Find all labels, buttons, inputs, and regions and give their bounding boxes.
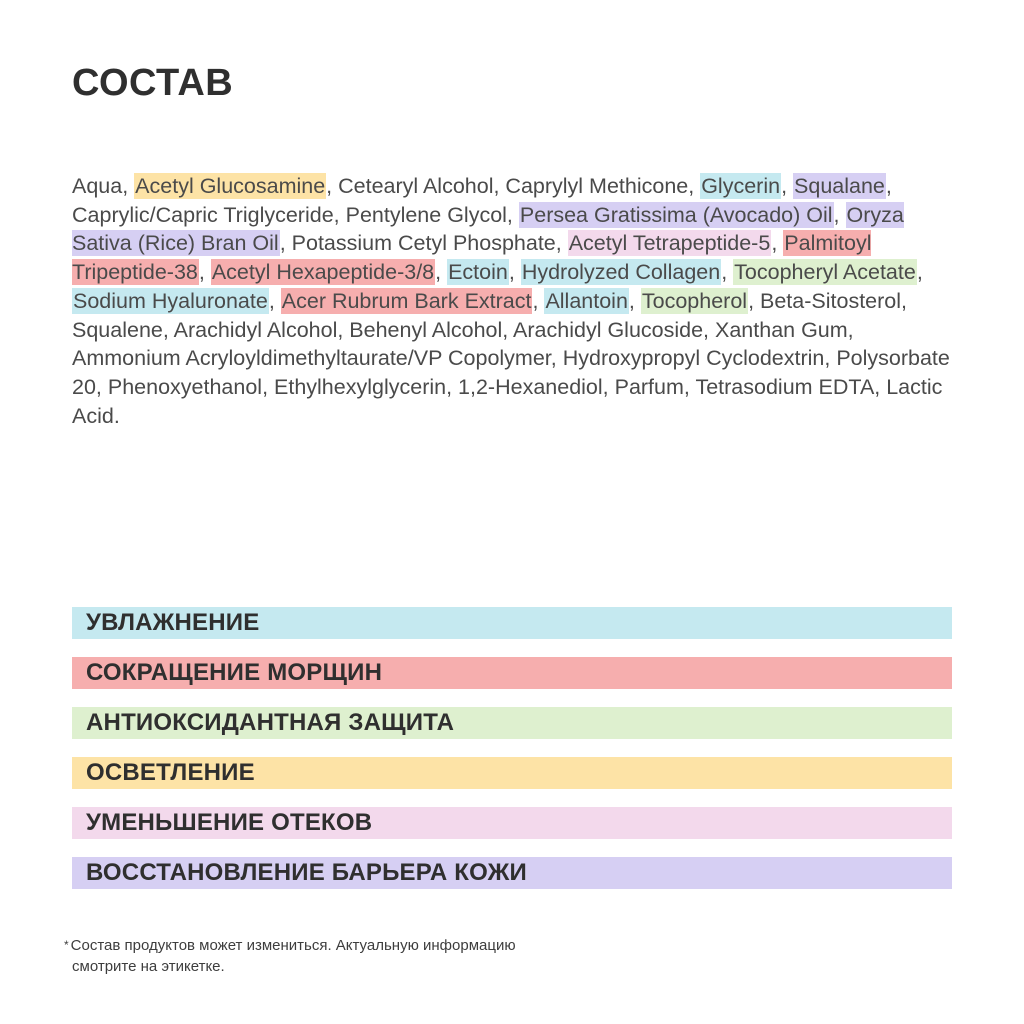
legend-item-hydration bbox=[72, 607, 952, 639]
ingredient-text: Aqua bbox=[72, 174, 123, 198]
legend-item-antiox bbox=[72, 707, 952, 739]
ingredient-highlight-wrinkles: Palmitoyl Tripeptide-38 bbox=[72, 231, 872, 285]
ingredient-highlight-hydration: Ectoin bbox=[448, 260, 508, 285]
ingredients-list bbox=[72, 172, 952, 430]
ingredient-highlight-hydration: Allantoin bbox=[545, 288, 628, 313]
ingredient-text: , Cetearyl Alcohol, Caprylyl Methicone, bbox=[326, 174, 701, 198]
footnote bbox=[64, 935, 664, 977]
ingredient-text: , bbox=[916, 260, 923, 285]
legend-label: ВОССТАНОВЛЕНИЕ БАРЬЕРА КОЖИ bbox=[86, 859, 527, 886]
ingredient-text: , bbox=[122, 174, 135, 198]
ingredient-highlight-barrier: Squalane bbox=[794, 174, 885, 198]
ingredient-text: , Caprylic/Capric Triglyceride, Pentylene Glycol, bbox=[72, 174, 892, 227]
ingredient-highlight-hydration: Sodium Hyaluronate bbox=[73, 288, 268, 313]
ingredient-text: , bbox=[508, 260, 521, 285]
ingredient-highlight-barrier: Persea Gratissima (Avocado) Oil bbox=[519, 202, 833, 227]
footnote-line-2: смотрите на этикетке. bbox=[72, 958, 225, 975]
ingredient-highlight-wrinkles: Acetyl Hexapeptide-3/8 bbox=[211, 260, 435, 285]
ingredient-text: , bbox=[628, 288, 641, 313]
ingredient-highlight-hydration: Glycerin bbox=[701, 174, 781, 198]
ingredient-highlight-wrinkles: Acer Rubrum Bark Extract bbox=[281, 288, 532, 313]
ingredient-text: , bbox=[771, 231, 784, 256]
legend bbox=[72, 607, 952, 907]
legend-label: АНТИОКСИДАНТНАЯ ЗАЩИТА bbox=[86, 709, 455, 736]
ingredient-highlight-hydration: Hydrolyzed Collagen bbox=[521, 260, 721, 285]
ingredient-text: , bbox=[833, 202, 846, 227]
ingredient-text: , Potassium Cetyl Phosphate, bbox=[279, 231, 568, 256]
ingredient-highlight-antiox: Tocopheryl Acetate bbox=[734, 260, 916, 285]
legend-label: УМЕНЬШЕНИЕ ОТЕКОВ bbox=[86, 809, 373, 836]
ingredient-text: , bbox=[532, 288, 545, 313]
ingredient-highlight-edema: Acetyl Tetrapeptide-5 bbox=[568, 231, 771, 256]
legend-label: ОСВЕТЛЕНИЕ bbox=[86, 759, 255, 786]
legend-label: УВЛАЖНЕНИЕ bbox=[86, 609, 260, 636]
legend-item-edema bbox=[72, 807, 952, 839]
ingredient-text: , bbox=[781, 174, 794, 198]
legend-item-barrier bbox=[72, 857, 952, 889]
legend-label: СОКРАЩЕНИЕ МОРЩИН bbox=[86, 659, 383, 686]
ingredient-highlight-barrier: Oryza Sativa (Rice) Bran Oil bbox=[72, 202, 904, 256]
ingredient-text: , bbox=[268, 288, 281, 313]
legend-item-brighten bbox=[72, 757, 952, 789]
ingredient-text: , bbox=[435, 260, 448, 285]
ingredient-highlight-antiox: Tocopherol bbox=[641, 288, 748, 313]
ingredient-highlight-brighten: Acetyl Glucosamine bbox=[135, 174, 326, 198]
ingredient-text: , bbox=[198, 260, 211, 285]
page-title: СОСТАВ bbox=[72, 62, 234, 104]
legend-item-wrinkles bbox=[72, 657, 952, 689]
ingredient-text: , bbox=[721, 260, 734, 285]
footnote-line-1: Состав продуктов может измениться. Актуальную информацию bbox=[70, 937, 516, 954]
footnote-asterisk: * bbox=[64, 938, 69, 952]
ingredient-text: , Beta-Sitosterol, Squalene, Arachidyl Alcohol, Behenyl Alcohol, Arachidyl Glucoside, Xanthan Gum, Ammonium Acryloyldimethyltaurate/VP Copolymer, Hydroxypropyl Cyclodextrin, Polysorbate 20, Phenoxyethanol, Ethylhexylglycerin, 1,2-Hexanediol, Parfum, Tetrasodium EDTA, Lactic Acid. bbox=[72, 288, 950, 428]
